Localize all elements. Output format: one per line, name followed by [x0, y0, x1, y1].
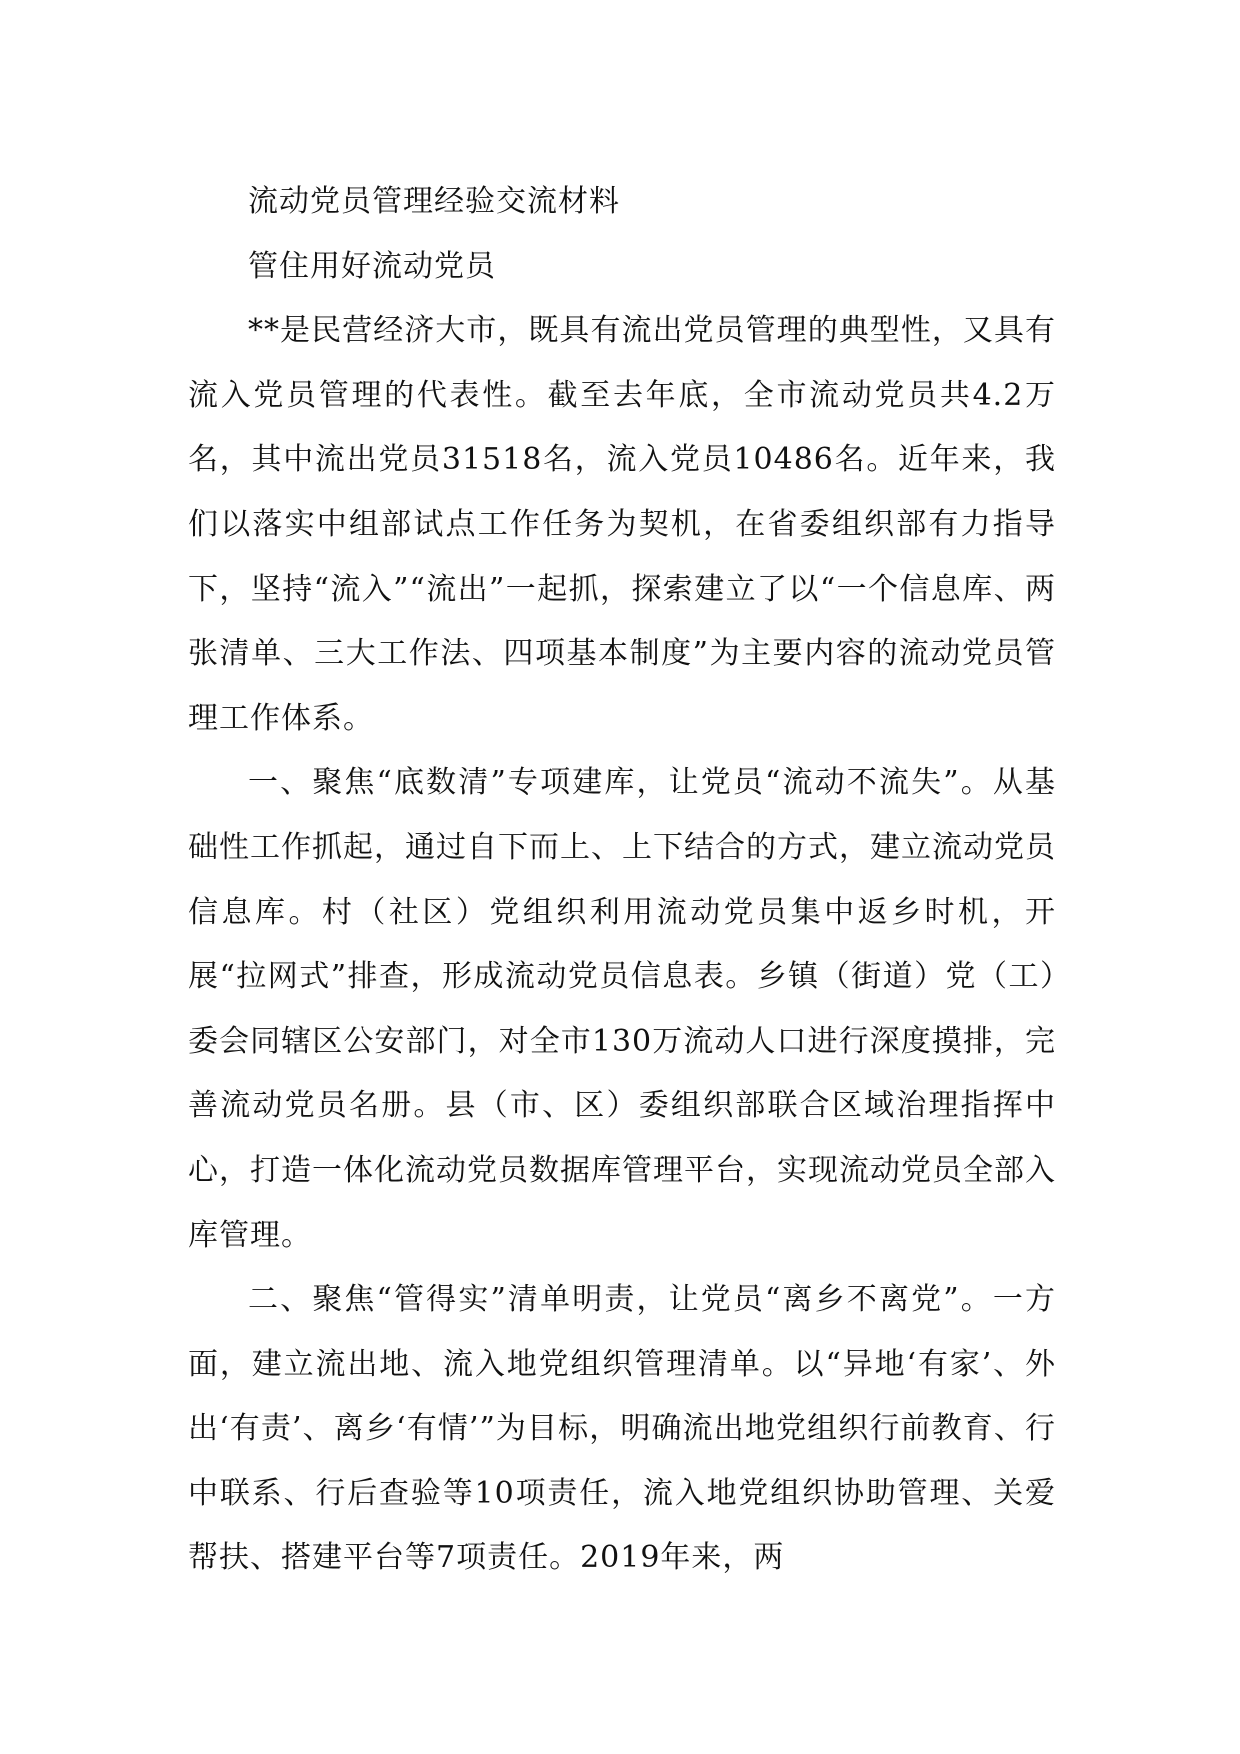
paragraph-section-two: 二、聚焦“管得实”清单明责，让党员“离乡不离党”。一方面，建立流出地、流入地党组织管理清单。以“异地‘有家’、外出‘有责’、离乡‘有情’”为目标，明确流出地党组织行前教育、行中联系、行后查验等10项责任，流入地党组织协助管理、关爱帮扶、搭建平台等7项责任。2019年来，两: [188, 1282, 1056, 1576]
paragraph-intro: **是民营经济大市，既具有流出党员管理的典型性，又具有流入党员管理的代表性。截至去年底，全市流动党员共4.2万名，其中流出党员31518名，流入党员10486名。近年来，我们以落实中组部试点工作任务为契机，在省委组织部有力指导下，坚持“流入”“流出”一起抓，探索建立了以“一个信息库、两张清单、三大工作法、四项基本制度”为主要内容的流动党员管理工作体系。: [188, 313, 1056, 736]
document-page: [188, 170, 1056, 1591]
document-title: 流动党员管理经验交流材料: [248, 184, 620, 219]
paragraph-section-one: 一、聚焦“底数清”专项建库，让党员“流动不流失”。从基础性工作抓起，通过自下而上、上下结合的方式，建立流动党员信息库。村（社区）党组织利用流动党员集中返乡时机，开展“拉网式”排查，形成流动党员信息表。乡镇（街道）党（工）委会同辖区公安部门，对全市130万流动人口进行深度摸排，完善流动党员名册。县（市、区）委组织部联合区域治理指挥中心，打造一体化流动党员数据库管理平台，实现流动党员全部入库管理。: [188, 765, 1056, 1253]
document-subtitle: 管住用好流动党员: [248, 248, 496, 284]
